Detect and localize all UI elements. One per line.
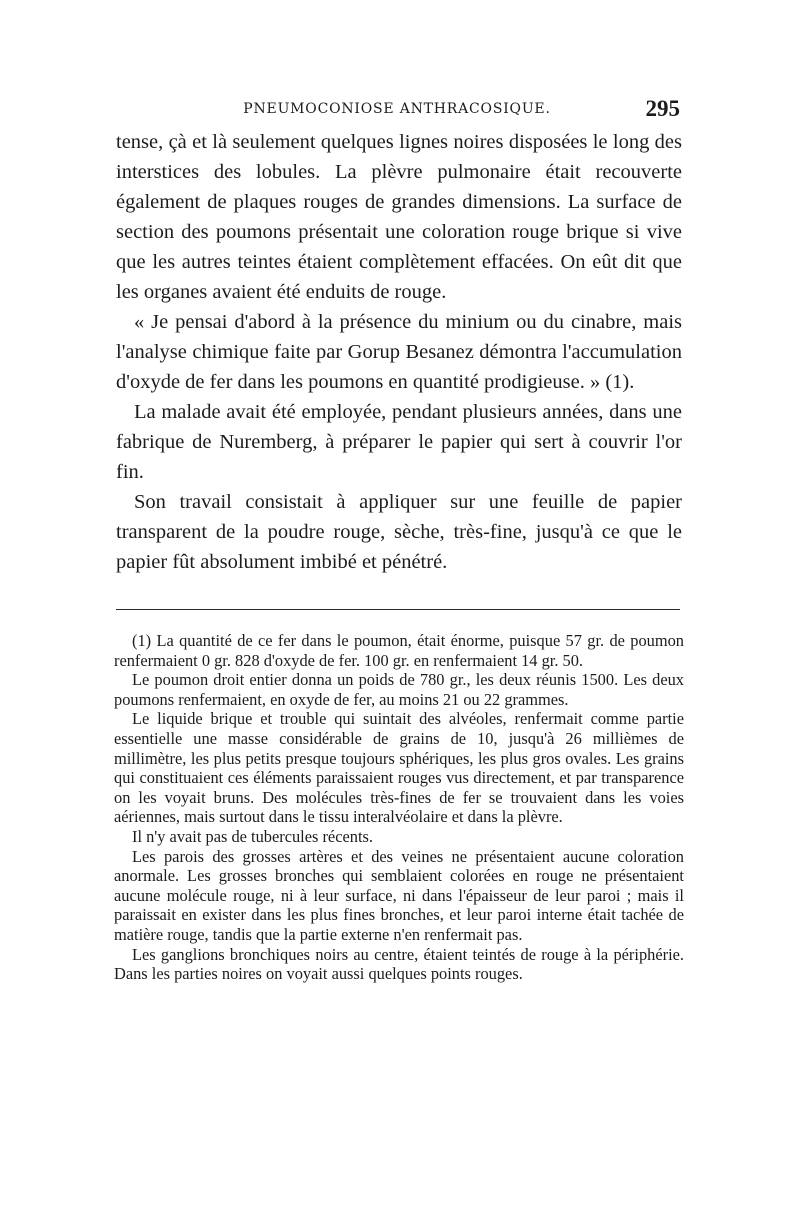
- body-paragraph-2: « Je pensai d'abord à la présence du minium ou du cinabre, mais l'analyse chimique faite par Gorup Besanez démontra l'accumulation d'oxyde de fer dans les poumons en quantité prodigieuse. » (1).: [116, 311, 682, 393]
- body-paragraph-3: La malade avait été employée, pendant plusieurs années, dans une fabrique de Nuremberg, à préparer le papier qui sert à couvrir l'or fin.: [116, 401, 682, 483]
- footnote-paragraph-4: Il n'y avait pas de tubercules récents.: [132, 826, 373, 846]
- footnote-paragraph-3: Le liquide brique et trouble qui suintait des alvéoles, renfermait comme partie essentielle une masse considérable de grains de 10, jusqu'à 26 millièmes de millimètre, les plus petits presque toujours sphériques, les plus gros ovales. Les grains qui constituaient ces éléments paraissaient rouges vus directement, et par transparence on les voyait bruns. Des molécules très-fines de fer se trouvaient dans les voies aériennes, mais surtout dans le tissu interalvéolaire et dans la plèvre.: [114, 709, 684, 827]
- footnote-paragraph-2: Le poumon droit entier donna un poids de 780 gr., les deux réunis 1500. Les deux poumons renfermaient, en oxyde de fer, au moins 21 ou 22 grammes.: [114, 670, 684, 709]
- main-text: [116, 127, 682, 577]
- footnote-paragraph-6: Les ganglions bronchiques noirs au centre, étaient teintés de rouge à la périphérie. Dans les parties noires on voyait aussi quelques points rouges.: [114, 944, 684, 984]
- footnotes: [114, 631, 684, 984]
- running-title: PNEUMOCONIOSE ANTHRACOSIQUE.: [243, 101, 551, 117]
- page-number: 295: [645, 96, 680, 121]
- body-paragraph-4: Son travail consistait à appliquer sur une feuille de papier transparent de la poudre rouge, sèche, très-fine, jusqu'à ce que le papier fût absolument imbibé et pénétré.: [116, 491, 682, 573]
- footnote-separator: [116, 609, 680, 610]
- body-paragraph-1: tense, çà et là seulement quelques lignes noires disposées le long des interstices des lobules. La plèvre pulmonaire était recouverte également de plaques rouges de grandes dimensions. La surface de section des poumons présentait une coloration rouge brique si vive que les autres teintes étaient complètement effacées. On eût dit que les organes avaient été enduits de rouge.: [116, 131, 682, 303]
- footnote-paragraph-5: Les parois des grosses artères et des veines ne présentaient aucune coloration anormale. Les grosses bronches qui semblaient colorées en rouge ne présentaient aucune molécule rouge, ni à leur surface, ni dans l'épaisseur de leur paroi ; mais il paraissait en exister dans les plus fines bronches, et leur paroi interne était tachée de matière rouge, tandis que la partie externe n'en renfermait pas.: [114, 846, 684, 944]
- footnote-1: (1) La quantité de ce fer dans le poumon, était énorme, puisque 57 gr. de poumon renfermaient 0 gr. 828 d'oxyde de fer. 100 gr. en renfermaient 14 gr. 50.: [114, 631, 684, 670]
- running-head: [114, 96, 680, 122]
